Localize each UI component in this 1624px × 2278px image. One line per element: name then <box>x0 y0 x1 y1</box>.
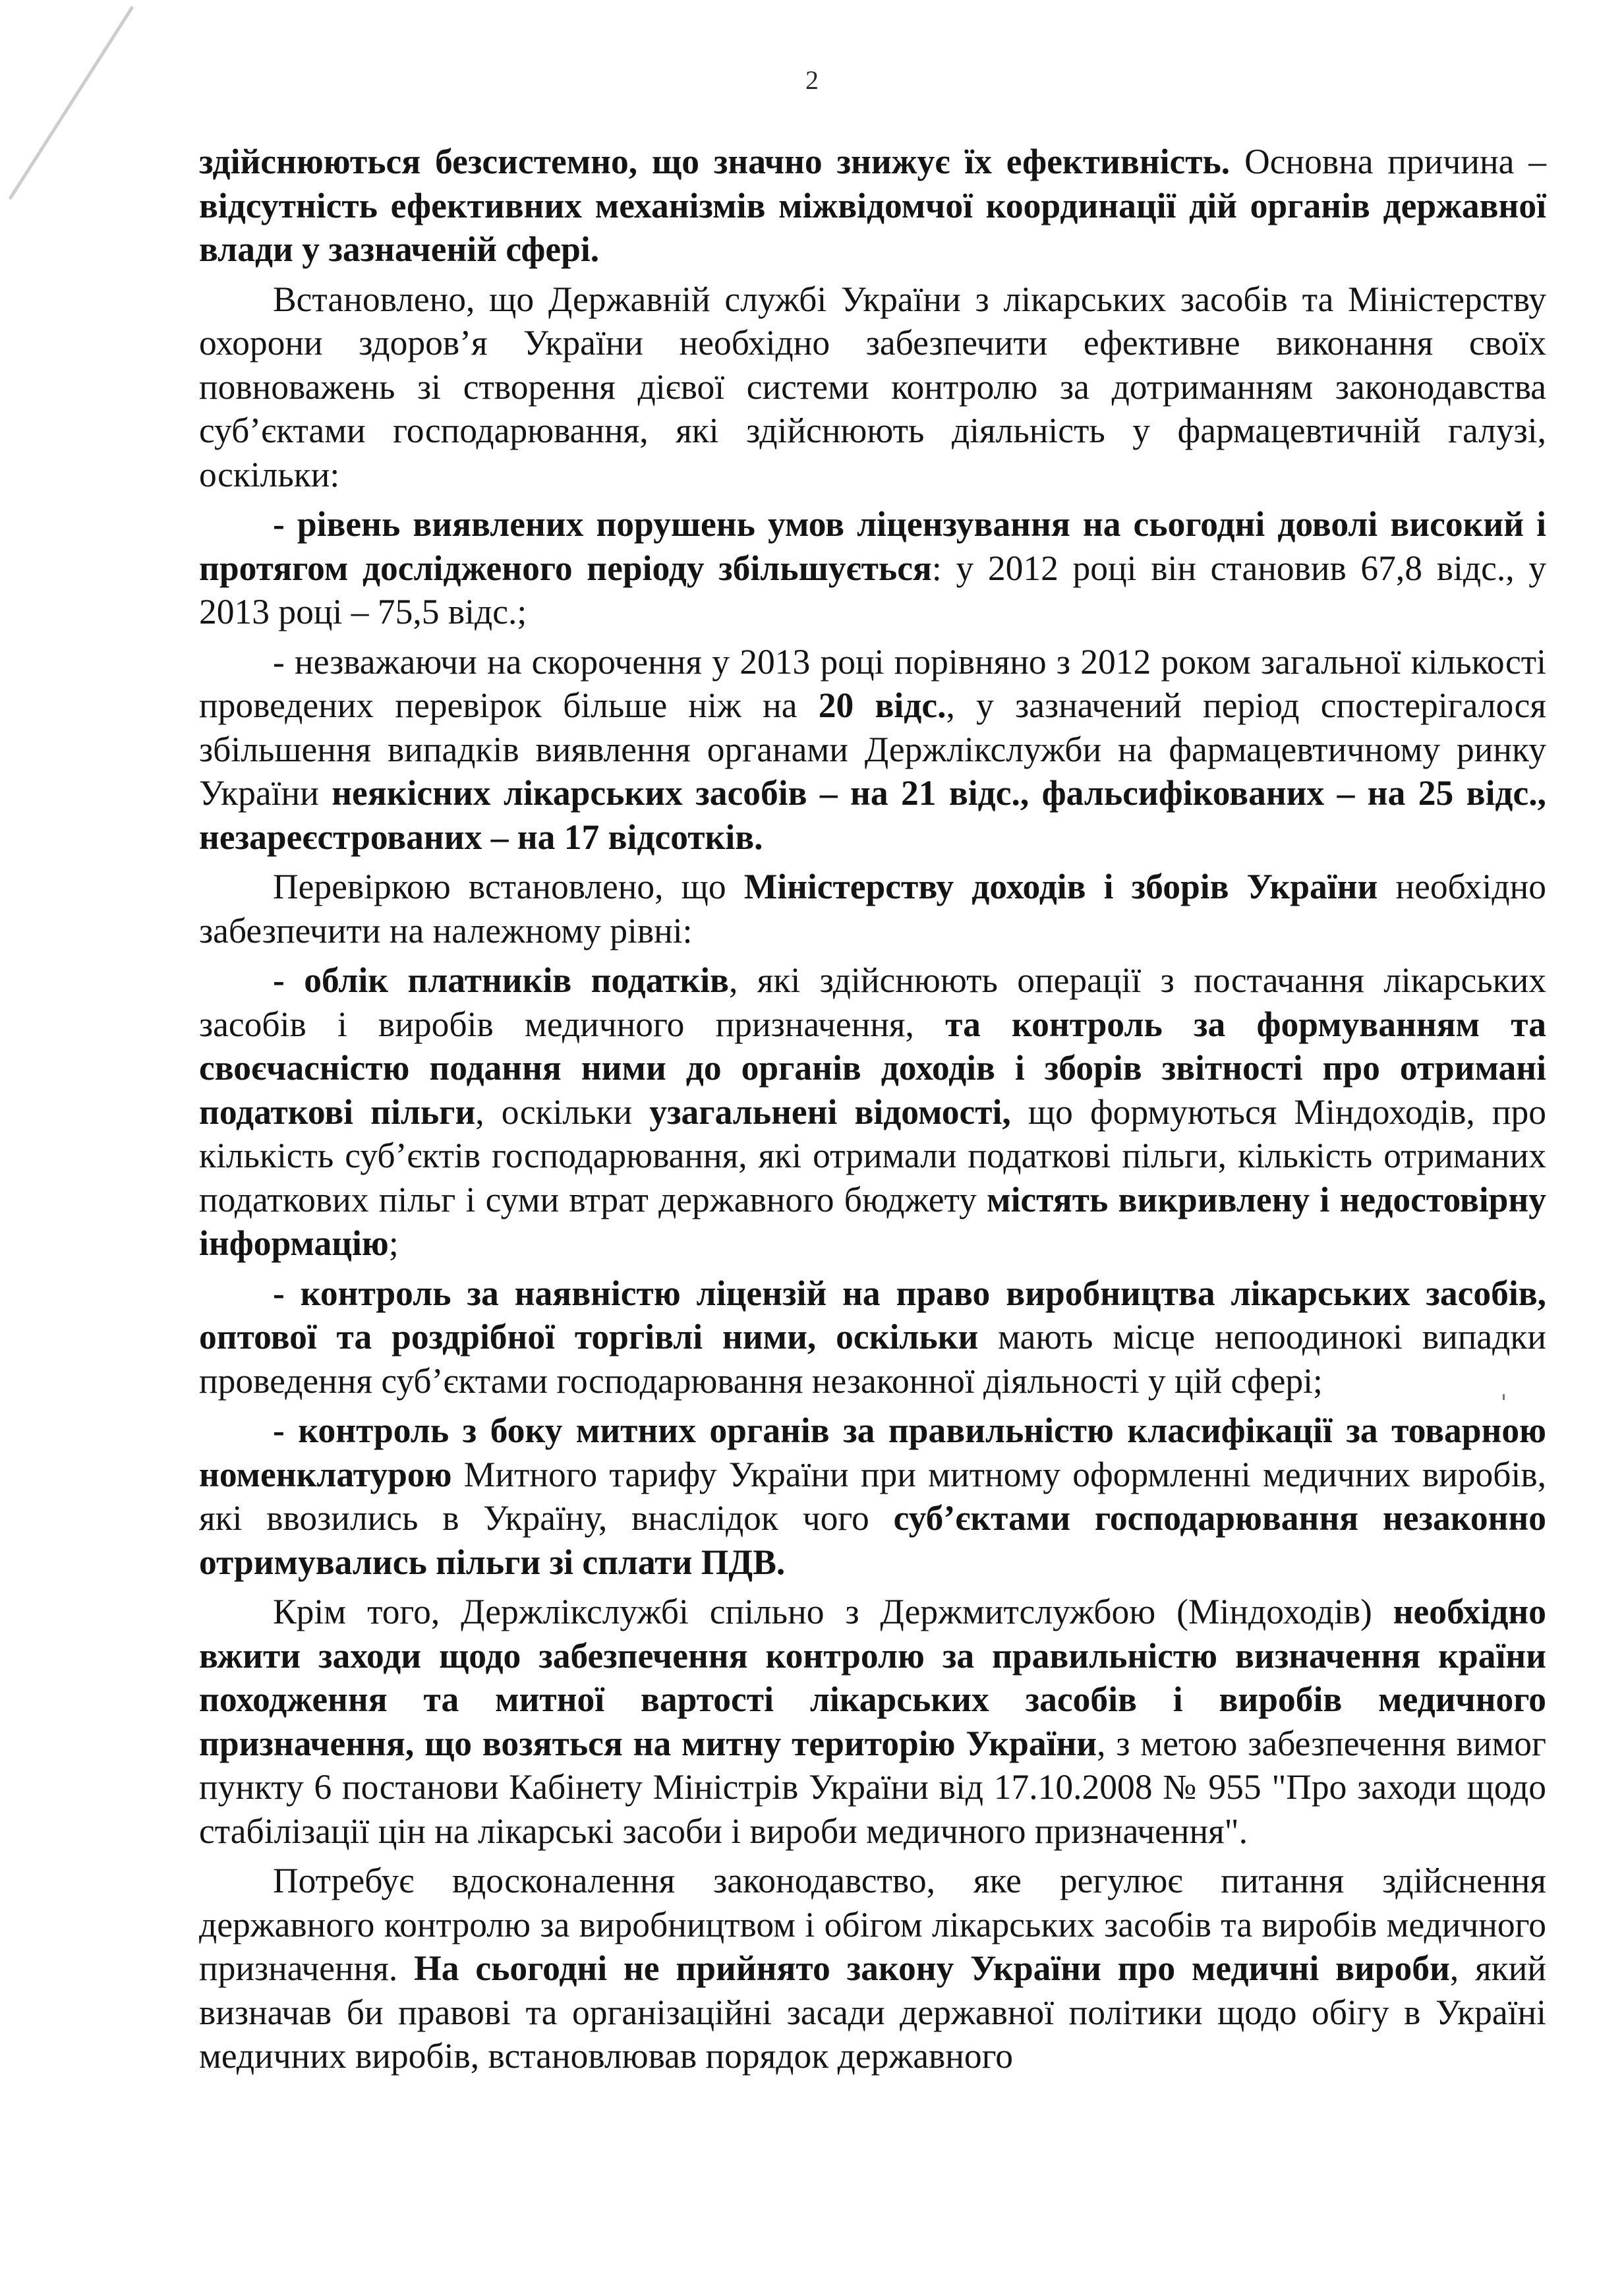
paragraph <box>199 1409 1546 1584</box>
scan-artifact-line <box>0 0 171 211</box>
bold-text-run: відсутність ефективних механізмів міжвідомчої координації дій органів державної влади у зазначеній сфері. <box>199 185 1546 269</box>
bold-text-run: містять викривлену і недостовірну інформацію <box>199 1179 1546 1263</box>
bold-text-run: На сьогодні не прийнято закону України про медичні вироби <box>414 1948 1450 1988</box>
paragraph <box>199 640 1546 860</box>
text-run: : у 2012 році він становив 67,8 відс., у 2013 році – 75,5 відс.; <box>199 548 1546 631</box>
paragraph <box>199 140 1546 272</box>
text-run: Потребує вдосконалення законодавство, яке регулює питання здійснення державного контролю за виробництвом і обігом лікарських засобів та виробів медичного призначення. <box>199 1861 1546 1988</box>
text-run: Основна причина – <box>1230 142 1546 181</box>
text-run: Крім того, Держлікслужбі спільно з Держмитслужбою (Міндоходів) <box>273 1592 1393 1631</box>
text-run: , у зазначений період спостерігалося збільшення випадків виявлення органами Держлікслужби на фармацевтичному ринку України <box>199 686 1546 813</box>
bold-text-run: - облік платників податків <box>273 960 729 1000</box>
bold-text-run: узагальнені відомості, <box>649 1092 1011 1132</box>
paragraph <box>199 502 1546 634</box>
text-run: ; <box>388 1223 399 1263</box>
paragraph <box>199 277 1546 497</box>
text-run: , які здійснюють операції з постачання лікарських засобів і виробів медичного призначення, <box>199 960 1546 1044</box>
bold-text-run: - контроль з боку митних органів за правильністю класифікації за товарною номенклатурою <box>199 1411 1546 1494</box>
text-run: - незважаючи на скорочення у 2013 році порівняно з 2012 роком загальної кількості проведених перевірок більше ніж на <box>199 641 1546 725</box>
paragraph <box>199 1590 1546 1853</box>
bold-text-run: та контроль за формуванням та своєчасністю подання ними до органів доходів і зборів звітності про отримані податкові пільги <box>199 1004 1546 1132</box>
page-number: 2 <box>805 65 819 95</box>
bold-text-run: - контроль за наявністю ліцензій на право виробництва лікарських засобів, оптової та роздрібної торгівлі ними, оскільки <box>199 1273 1546 1357</box>
paragraph <box>199 1271 1546 1403</box>
bold-text-run: Міністерству доходів і зборів України <box>743 867 1378 906</box>
text-run: Перевіркою встановлено, що <box>273 867 744 906</box>
bold-text-run: неякісних лікарських засобів – на 21 відс., фальсифікованих – на 25 відс., незареєстрованих – на 17 відсотків. <box>199 773 1546 857</box>
text-run: , з метою забезпечення вимог пункту 6 постанови Кабінету Міністрів України від 17.10.2008 № 955 "Про заходи щодо стабілізації цін на лікарські засоби і вироби медичного призначення". <box>199 1723 1546 1851</box>
text-run: , який визначав би правові та організаційні засади державної політики щодо обігу в Україні медичних виробів, встановлював порядок державного <box>199 1948 1546 2076</box>
bold-text-run: 20 відс. <box>818 686 946 725</box>
bold-text-run: суб’єктами господарювання незаконно отримувались пільги зі сплати ПДВ. <box>199 1498 1546 1582</box>
text-run: Митного тарифу України при митному оформленні медичних виробів, які ввозились в Україну, внаслідок чого <box>199 1454 1546 1538</box>
paragraph <box>199 1859 1546 2078</box>
scan-speck <box>1503 1394 1505 1400</box>
bold-text-run: необхідно вжити заходи щодо забезпечення контролю за правильністю визначення країни походження та митної вартості лікарських засобів і виробів медичного призначення, що возяться на митну територію України <box>199 1592 1546 1763</box>
text-run: Встановлено, що Державній службі України з лікарських засобів та Міністерству охорони здоров’я України необхідно забезпечити ефективне виконання своїх повноважень зі створення дієвої системи контролю за дотриманням законодавства суб’єктами господарювання, які здійснюють діяльність у фармацевтичній галузі, оскільки: <box>199 279 1546 494</box>
bold-text-run: здійснюються безсистемно, що значно знижує їх ефективність. <box>199 142 1231 181</box>
paragraph <box>199 865 1546 952</box>
text-run: необхідно забезпечити на належному рівні: <box>199 867 1546 950</box>
bold-text-run: - рівень виявлених порушень умов ліцензування на сьогодні доволі високий і протягом дослідженого періоду збільшується <box>199 504 1546 588</box>
document-body <box>199 140 1546 2084</box>
text-run: , оскільки <box>475 1092 650 1132</box>
text-run: що формуються Міндоходів, про кількість суб’єктів господарювання, які отримали податкові пільги, кількість отриманих податкових пільг і суми втрат державного бюджету <box>199 1092 1547 1219</box>
text-run: мають місце непоодинокі випадки проведення суб’єктами господарювання незаконної діяльності у цій сфері; <box>199 1317 1546 1401</box>
paragraph <box>199 958 1546 1266</box>
